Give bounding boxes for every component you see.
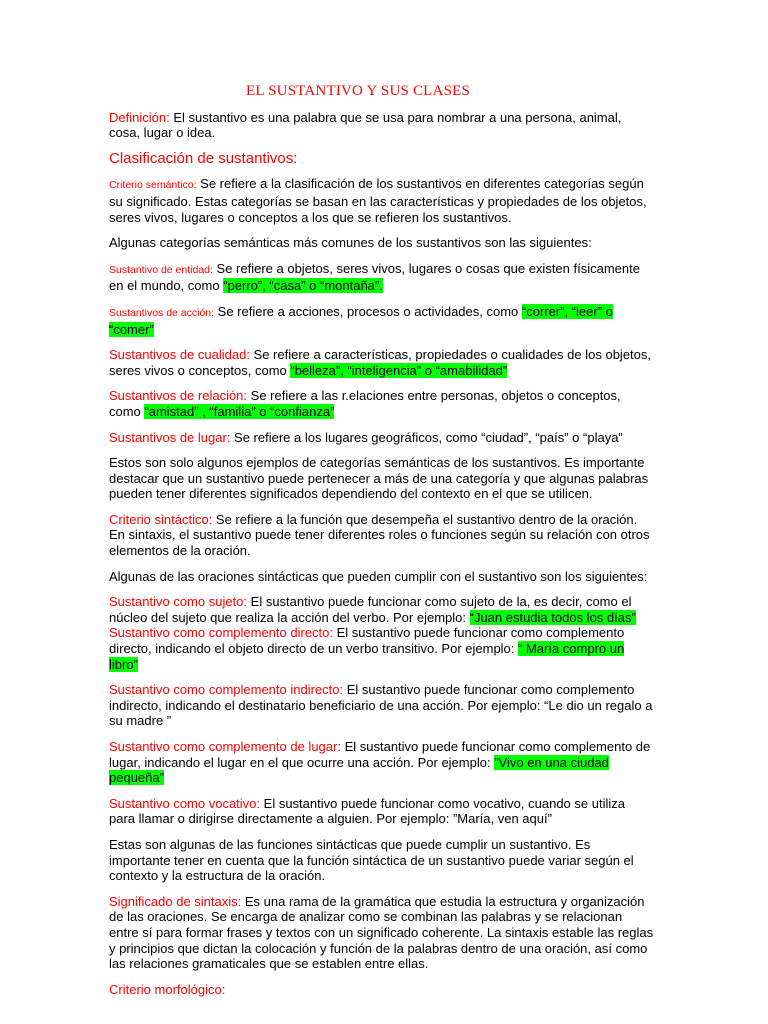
- cualidad-highlight: “belleza”, “inteligencia” o “amabilidad”: [290, 362, 508, 378]
- criterio-semantico-text: Se refiere a la clasificación de los sustantivos en diferentes categorías según su significado. Estas categorías se basan en las características y propiedades de los objetos, seres vivos, lugares o conceptos a los que se refieren los sustantivos.: [109, 176, 647, 225]
- relacion-highlight: “amistad” , “familia” o “confianza”: [144, 403, 335, 419]
- criterio-morfologico-label: Criterio morfológico:: [109, 981, 226, 997]
- vocativo-text: El sustantivo puede funcionar como vocativo, cuando se utiliza para llamar o dirigirse directamente a alguien. Por ejemplo: ”María, ven aquí”: [109, 795, 625, 827]
- definicion-text: El sustantivo es una palabra que se usa para nombrar a una persona, animal, cosa, lugar o idea.: [109, 109, 622, 141]
- vocativo-label: Sustantivo como vocativo:: [109, 795, 261, 811]
- relacion-paragraph: [109, 388, 654, 419]
- comp-lugar-label: Sustantivo como complemento de lugar:: [109, 739, 341, 754]
- vocativo-paragraph: [109, 796, 654, 827]
- indirecto-paragraph: [109, 682, 654, 729]
- categorias-intro: Algunas categorías semánticas más comunes de los sustantivos son las siguientes:: [109, 235, 592, 251]
- comp-lugar-paragraph: [109, 739, 654, 786]
- accion-text: Se refiere a acciones, procesos o actividades, como: [214, 303, 522, 319]
- accion-label: Sustantivos de acción:: [109, 306, 215, 319]
- entidad-highlight: “perro”, “casa” o “montaña”.: [223, 278, 383, 294]
- lugar-text: Se refiere a los lugares geográficos, como “ciudad”, “país” o “playa”: [230, 429, 623, 445]
- cualidad-label: Sustantivos de cualidad:: [109, 347, 250, 363]
- lugar-paragraph: [109, 430, 654, 446]
- criterio-semantico-label: Criterio semántico:: [109, 179, 197, 192]
- oraciones-intro: Algunas de las oraciones sintácticas que pueden cumplir con el sustantivo son los siguientes:: [109, 568, 648, 584]
- directo-paragraph: [109, 625, 654, 672]
- directo-label: Sustantivo como complemento directo:: [109, 625, 333, 641]
- comp-lugar-highlight: ”Vivo en una ciudad pequeña”: [109, 754, 609, 786]
- significado-sintaxis-paragraph: [109, 894, 654, 972]
- sujeto-highlight: “Juan estudia todos los días”: [469, 609, 636, 625]
- document-page: [109, 84, 654, 1007]
- indirecto-text: El sustantivo puede funcionar como complemento indirecto, indicando el destinatario beneficiario de una acción. Por ejemplo: “Le dio un regalo a su madre ”: [109, 682, 653, 729]
- relacion-text: Se refiere a las r.elaciones entre personas, objetos o conceptos, como: [109, 388, 621, 419]
- cualidad-paragraph: [109, 347, 654, 378]
- directo-text: El sustantivo puede funcionar como complemento directo, indicando el objeto directo de un verbo transitivo. Por ejemplo:: [109, 625, 625, 657]
- comp-lugar-text: El sustantivo puede funcionar como complemento de lugar, indicando el lugar en el que ocurre una acción. Por ejemplo:: [109, 739, 651, 770]
- entidad-paragraph: [109, 261, 654, 294]
- cualidad-text: Se refiere a características, propiedades o cualidades de los objetos, seres vivos o conceptos, como: [109, 347, 652, 378]
- criterio-sintactico-text: Se refiere a la función que desempeña el sustantivo dentro de la oración. En sintaxis, el sustantivo puede tener diferentes roles o funciones según su relación con otros elementos de la oración.: [109, 511, 650, 559]
- significado-sintaxis-label: Significado de sintaxis:: [109, 893, 242, 909]
- criterio-semantico-paragraph: [109, 176, 654, 225]
- criterio-sintactico-paragraph: [109, 512, 654, 559]
- document-title: EL SUSTANTIVO Y SUS CLASES: [246, 83, 471, 99]
- accion-highlight: “correr”, “leer” o “comer”: [109, 303, 613, 337]
- sujeto-text: El sustantivo puede funcionar como sujeto de la, es decir, como el núcleo del sujeto que realiza la acción del verbo. Por ejemplo:: [109, 594, 632, 625]
- estos-sintacticas-paragraph: Estas son algunas de las funciones sintácticas que puede cumplir un sustantivo. Es importante tener en cuenta que la función sintáctica de un sustantivo puede variar según el contexto y la estructura de la oración.: [109, 836, 634, 884]
- lugar-label: Sustantivos de lugar:: [109, 429, 231, 445]
- clasificacion-heading: Clasificación de sustantivos:: [109, 149, 298, 167]
- significado-sintaxis-text: Es una rama de la gramática que estudia la estructura y organización de las oraciones. Se encarga de analizar como se combinan las palabras y se relacionan entre sí para formar frases y textos con un significado coherente. La sintaxis estable las reglas y principios que dictan la colocación y función de la palabras dentro de una oración, así como las relaciones gramaticales que se establen entre ellas.: [109, 893, 654, 972]
- indirecto-label: Sustantivo como complemento indirecto:: [109, 682, 344, 698]
- criterio-sintactico-label: Criterio sintáctico:: [109, 511, 213, 527]
- sujeto-paragraph: [109, 594, 654, 625]
- definicion-paragraph: [109, 110, 654, 141]
- relacion-label: Sustantivos de relación:: [109, 388, 248, 404]
- accion-paragraph: [109, 304, 654, 337]
- criterio-morfologico-heading: [109, 982, 654, 998]
- definicion-label: Definición:: [109, 109, 170, 125]
- entidad-label: Sustantivo de entidad:: [109, 263, 213, 276]
- directo-highlight: “ María compro un libro”: [109, 641, 625, 672]
- estos-semanticas-paragraph: Estos son solo algunos ejemplos de categorías semánticas de los sustantivos. Es importante destacar que un sustantivo puede pertenecer a más de una categoría y que algunas palabras pueden tener diferentes significados dependiendo del contexto en el que se utilicen.: [109, 455, 649, 502]
- sujeto-label: Sustantivo como sujeto:: [109, 594, 248, 610]
- entidad-text: Se refiere a objetos, seres vivos, lugares o cosas que existen físicamente en el mundo, como: [109, 260, 640, 294]
